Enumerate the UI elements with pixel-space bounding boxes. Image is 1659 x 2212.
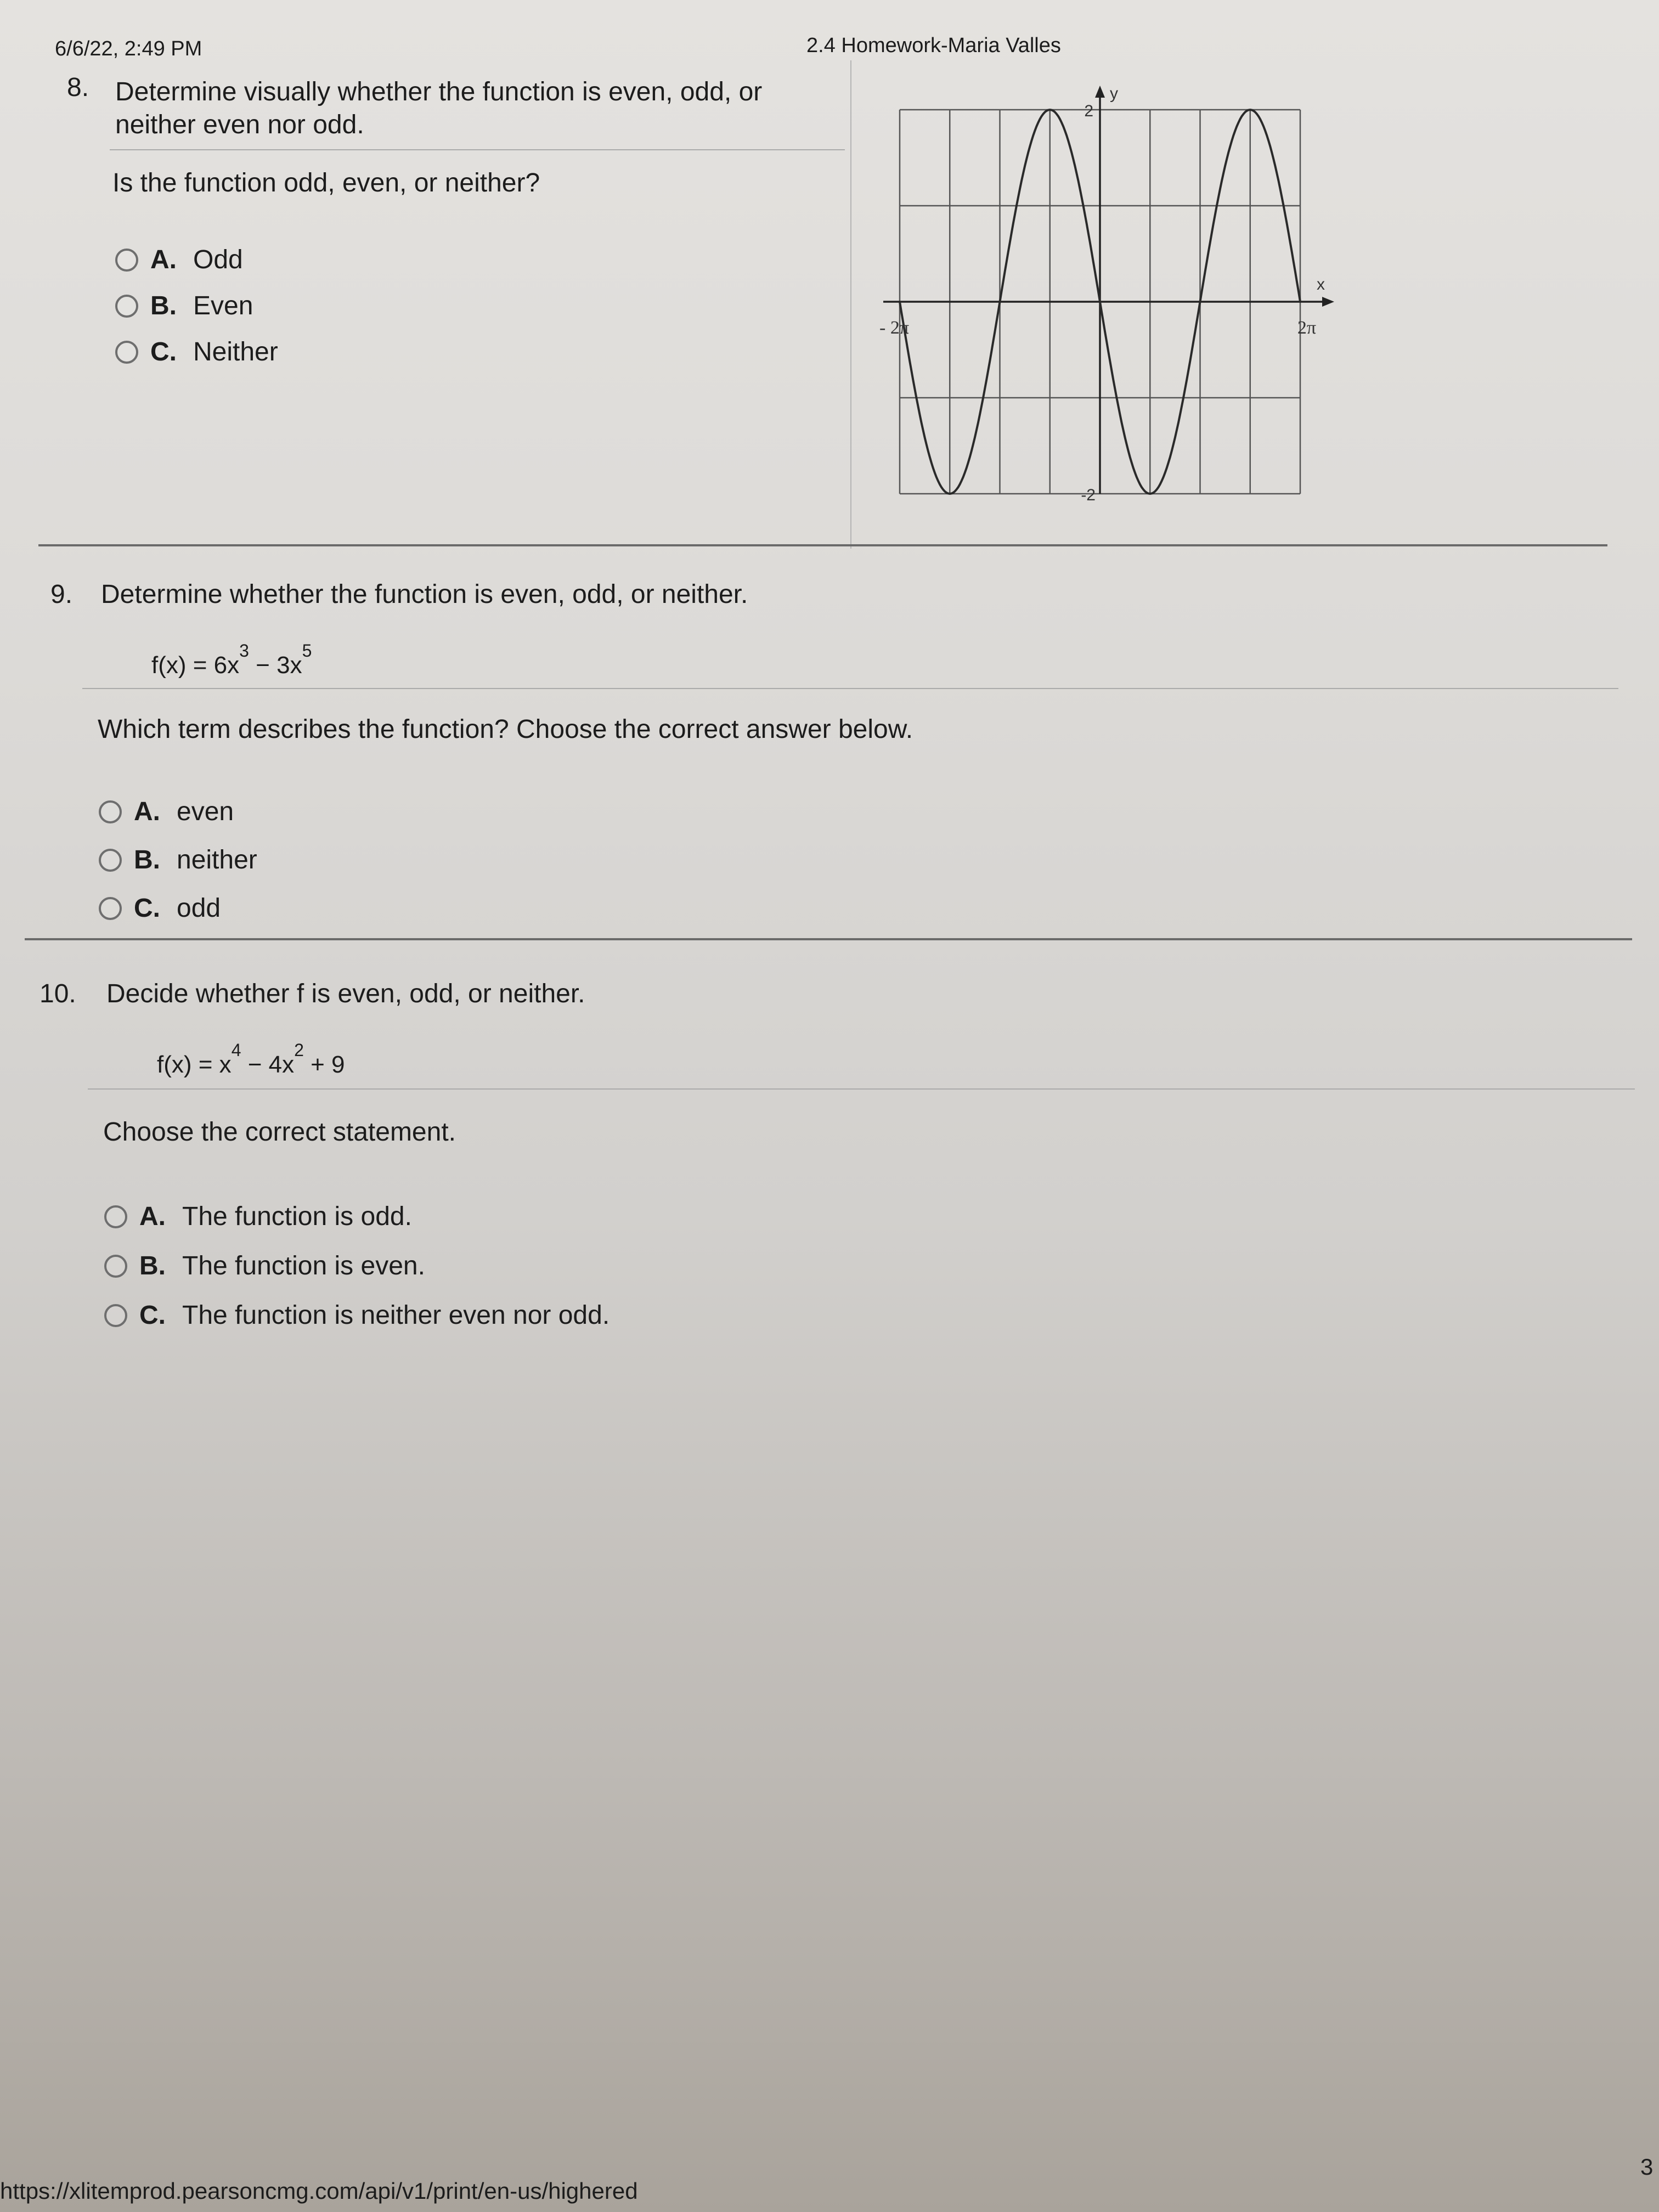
y-arrow-icon xyxy=(1095,86,1105,98)
q9-option-a[interactable]: A. even xyxy=(99,797,234,827)
q8-prompt-line1: Determine visually whether the function is even, odd, or xyxy=(115,77,763,106)
q10-number: 10. xyxy=(40,979,76,1008)
x-tick-max: 2π xyxy=(1297,318,1317,338)
print-timestamp: 6/6/22, 2:49 PM xyxy=(55,37,202,60)
q8-separator xyxy=(38,544,1607,546)
radio-icon[interactable] xyxy=(99,897,122,920)
radio-icon[interactable] xyxy=(99,849,122,872)
y-tick-max: 2 xyxy=(1084,102,1093,120)
option-label: The function is odd. xyxy=(182,1202,412,1231)
axes xyxy=(883,86,1334,494)
radio-icon[interactable] xyxy=(115,249,138,272)
q10-option-a[interactable]: A. The function is odd. xyxy=(104,1201,412,1232)
x-arrow-icon xyxy=(1322,297,1334,307)
radio-icon[interactable] xyxy=(104,1255,127,1278)
radio-icon[interactable] xyxy=(115,295,138,318)
radio-icon[interactable] xyxy=(104,1205,127,1228)
q10-prompt: Decide whether f is even, odd, or neither. xyxy=(106,979,585,1008)
y-axis-label: y xyxy=(1110,84,1118,103)
q8-option-a[interactable]: A. Odd xyxy=(115,245,243,275)
q9-prompt: Determine whether the function is even, odd, or neither. xyxy=(101,580,748,609)
q9-number: 9. xyxy=(50,580,73,609)
q8-divider xyxy=(110,149,845,150)
footer-url[interactable]: https://xlitemprod.pearsoncmg.com/api/v1/print/en-us/highered xyxy=(0,2178,638,2204)
q9-separator xyxy=(25,938,1632,940)
q9-option-b[interactable]: B. neither xyxy=(99,845,257,875)
option-label: Neither xyxy=(193,337,278,366)
option-label: Even xyxy=(193,291,253,320)
q8-subprompt: Is the function odd, even, or neither? xyxy=(112,168,540,198)
x-tick-min: - 2π xyxy=(879,318,909,338)
q8-column-divider xyxy=(850,60,851,549)
y-tick-min: -2 xyxy=(1081,486,1096,504)
q9-subprompt: Which term describes the function? Choose the correct answer below. xyxy=(98,715,913,744)
q8-prompt-line2: neither even nor odd. xyxy=(115,110,364,139)
radio-icon[interactable] xyxy=(99,800,122,823)
q10-divider xyxy=(88,1088,1635,1090)
option-label: neither xyxy=(177,845,257,874)
option-label: The function is even. xyxy=(182,1251,425,1280)
page-number: 3 xyxy=(1640,2154,1654,2180)
radio-icon[interactable] xyxy=(115,341,138,364)
q10-formula: $f(x) = x^4 - 4x^2 + 9$ xyxy=(157,1040,345,1078)
q9-formula: $f(x) = 6x^3 - 3x^5$ xyxy=(151,641,312,679)
option-label: The function is neither even nor odd. xyxy=(182,1301,610,1330)
option-label: odd xyxy=(177,894,221,923)
x-axis-label: x xyxy=(1317,275,1325,294)
q8-number: 8. xyxy=(67,73,89,102)
q9-option-c[interactable]: C. odd xyxy=(99,893,221,923)
q8-option-b[interactable]: B. Even xyxy=(115,291,253,321)
q8-option-c[interactable]: C. Neither xyxy=(115,337,278,367)
option-label: Odd xyxy=(193,245,243,274)
radio-icon[interactable] xyxy=(104,1304,127,1327)
q10-option-c[interactable]: C. The function is neither even nor odd. xyxy=(104,1300,610,1330)
q9-divider xyxy=(82,688,1618,689)
assignment-title: 2.4 Homework-Maria Valles xyxy=(806,34,1061,57)
q8-graph xyxy=(856,71,1350,510)
q10-subprompt: Choose the correct statement. xyxy=(103,1118,456,1147)
option-label: even xyxy=(177,797,234,826)
q10-option-b[interactable]: B. The function is even. xyxy=(104,1251,425,1281)
